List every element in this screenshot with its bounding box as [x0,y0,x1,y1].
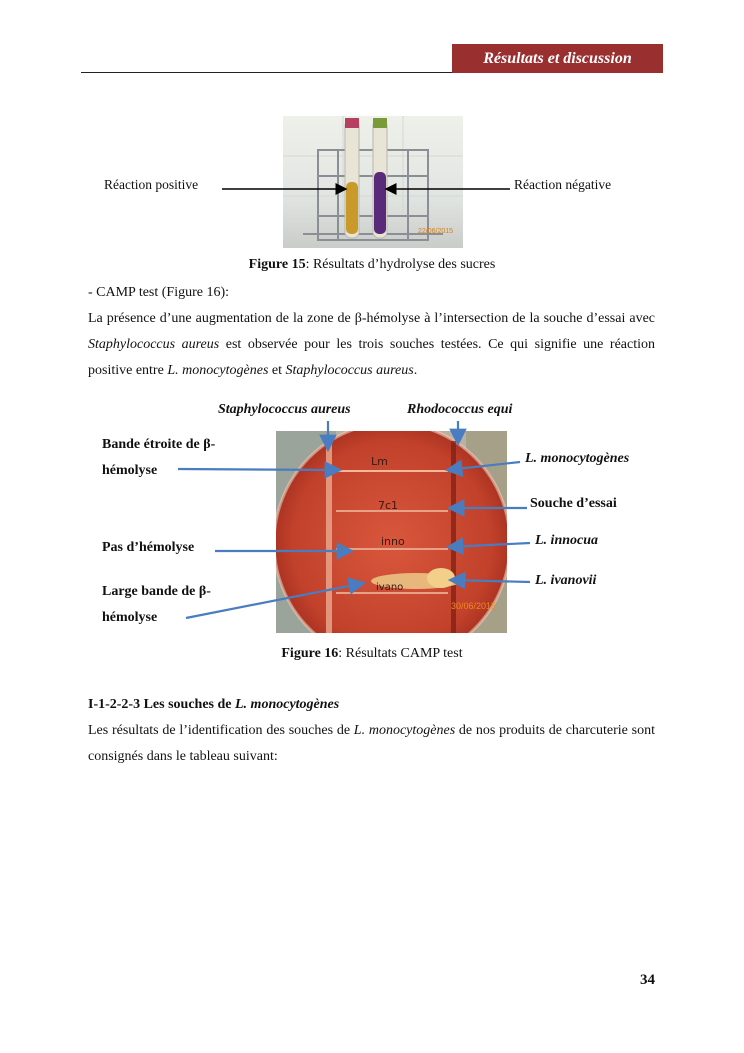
plate-mark-inno: inno [381,535,405,548]
label-negative: Réaction négative [514,177,612,192]
plate-mark-ivano: ivano [376,582,404,593]
section-heading-b: L. monocytogènes [235,697,340,712]
section-para-c: de nos produits de charcuterie sont consignés dans le tableau suivant: [88,723,655,764]
figure15-photo-date: 22/06/2015 [418,228,454,235]
plate-mark-lm: Lm [371,455,388,468]
camp-para-a: La présence d’une augmentation de la zone de β-hémolyse à l’intersection de la souche d’essai avec [88,311,655,326]
arrow-lm [447,462,520,470]
figure16-caption-text: : Résultats CAMP test [338,646,463,661]
section-paragraph [88,718,655,770]
label-positive: Réaction positive [104,177,199,192]
label-staph-aureus: Staphylococcus aureus [218,402,351,417]
camp-para-f: Staphylococcus aureus [285,363,414,378]
label-rhodococcus: Rhodococcus equi [407,402,513,417]
label-no-hemolysis: Pas d’hémolyse [102,540,195,555]
page-number: 34 [640,972,655,988]
label-wide-band-b: hémolyse [102,610,158,625]
section-para-a: Les résultats de l’identification des souches de [88,723,354,738]
plate-mark-7c1: 7c1 [378,499,399,512]
label-narrow-band-b: hémolyse [102,463,158,478]
label-l-innocua: L. innocua [535,533,599,548]
figure15-caption-text: : Résultats d’hydrolyse des sucres [305,257,496,272]
label-wide-band-a: Large bande de β- [102,584,211,599]
figure16-photo-date: 30/06/2015 [451,601,497,611]
camp-para-b: Staphylococcus aureus [88,337,220,352]
label-narrow-band-a: Bande étroite de β- [102,437,216,452]
arrow-innocua [448,543,530,547]
label-test-strain: Souche d’essai [530,496,617,511]
camp-para-e: et [268,363,286,378]
camp-para-g: . [413,363,418,378]
camp-intro: - CAMP test (Figure 16): [88,285,230,300]
figure16-caption-num: Figure 16 [281,646,339,661]
camp-para-d: L. monocytogènes [167,363,269,378]
label-l-ivanovii: L. ivanovii [535,573,597,588]
section-para-b: L. monocytogènes [353,723,456,738]
label-l-monocytogenes: L. monocytogènes [525,451,630,466]
section-header: Résultats et discussion [452,44,663,73]
arrow-narrow [178,469,340,470]
figure16-caption [0,646,744,662]
section-heading [88,692,655,718]
section-heading-a: I-1-2-2-3 Les souches de [88,697,235,712]
figure15-caption-num: Figure 15 [248,257,306,272]
camp-para-c: est observée pour les trois souches testées. Ce qui signifie une réaction positive entre [88,337,655,378]
arrow-ivanovii [450,580,530,582]
arrow-wide [186,583,364,618]
